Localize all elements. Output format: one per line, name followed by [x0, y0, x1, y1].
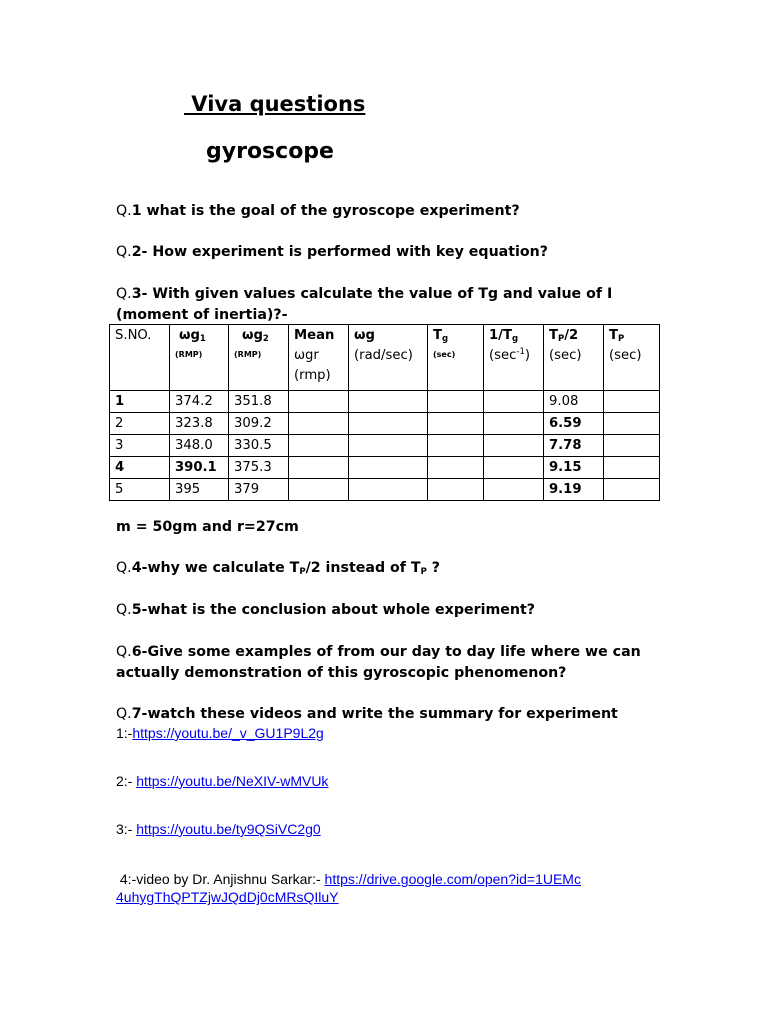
cell-wg2: 351.8 — [229, 391, 289, 413]
video-4-prefix: 4:-video by Dr. Anjishnu Sarkar:- — [116, 871, 325, 887]
question-2-number: Q. — [116, 244, 132, 260]
video-2-link[interactable]: https://youtu.be/NeXIV-wMVUk — [136, 773, 329, 789]
question-2-text: 2- How experiment is performed with key equation? — [131, 244, 548, 260]
cell-wg2: 309.2 — [229, 413, 289, 435]
header-tp-half: $T_P/2$ (sec) — [544, 325, 604, 391]
cell-wg1: 395 — [170, 479, 229, 501]
cell-wg2: 330.5 — [229, 435, 289, 457]
given-values: m = 50gm and r=27cm — [116, 519, 299, 535]
question-7 — [116, 704, 618, 725]
question-2 — [116, 242, 548, 263]
cell-mean — [289, 435, 349, 457]
cell-sno: 2 — [110, 413, 170, 435]
observation-table — [109, 324, 660, 501]
header-wg2: $\omega g_2$ (RMP) — [229, 325, 289, 391]
cell-inverse-tg — [484, 413, 544, 435]
cell-inverse-tg — [484, 435, 544, 457]
table-row — [110, 391, 660, 413]
cell-tp-half: 7.78 — [544, 435, 604, 457]
table-row — [110, 435, 660, 457]
question-3 — [116, 284, 656, 326]
question-6-text: 6-Give some examples of from our day to day life where we can actually demonstration of this gyroscopic phenomenon? — [116, 644, 641, 681]
video-1-link[interactable]: https://youtu.be/_v_GU1P9L2g — [132, 725, 324, 741]
video-3-prefix: 3:- — [116, 821, 137, 837]
cell-wg1: 323.8 — [170, 413, 229, 435]
cell-mean — [289, 479, 349, 501]
cell-tg — [428, 435, 484, 457]
question-4-number: Q. — [116, 560, 132, 576]
cell-tp — [604, 479, 660, 501]
cell-mean — [289, 413, 349, 435]
document-title: Viva questions — [184, 92, 366, 116]
question-3-number: Q. — [116, 286, 132, 302]
question-1-number: Q. — [116, 203, 132, 219]
video-item-3 — [116, 820, 321, 838]
question-7-number: Q. — [116, 706, 132, 722]
cell-tp — [604, 413, 660, 435]
cell-wg1: 390.1 — [170, 457, 229, 479]
cell-wg — [349, 479, 428, 501]
table-row — [110, 413, 660, 435]
question-5-number: Q. — [116, 602, 132, 618]
cell-wg — [349, 457, 428, 479]
header-inverse-tg: $1/T_g$ $(\sec^{-1})$ — [484, 325, 544, 391]
cell-sno: 5 — [110, 479, 170, 501]
cell-sno: 3 — [110, 435, 170, 457]
cell-tp-half: 9.19 — [544, 479, 604, 501]
video-4-link[interactable]: https://drive.google.com/open?id=1UEMc4uhygThQPTZjwJQdDj0cMRsQIluY — [116, 871, 581, 905]
table-header-row — [110, 325, 660, 391]
question-5 — [116, 600, 535, 621]
cell-tg — [428, 391, 484, 413]
cell-tp-half: 9.15 — [544, 457, 604, 479]
table-row — [110, 457, 660, 479]
header-tp: $T_P$ (sec) — [604, 325, 660, 391]
cell-inverse-tg — [484, 391, 544, 413]
header-mean: Mean ωgr (rmp) — [289, 325, 349, 391]
question-1-text: 1 what is the goal of the gyroscope experiment? — [131, 203, 520, 219]
document-subtitle: gyroscope — [206, 139, 334, 164]
cell-tp — [604, 457, 660, 479]
question-4-text: 4-why we calculate $T_P/2$ instead of $T_P$ ? — [131, 560, 440, 577]
video-2-prefix: 2:- — [116, 773, 137, 789]
cell-mean — [289, 391, 349, 413]
cell-wg1: 374.2 — [170, 391, 229, 413]
cell-mean — [289, 457, 349, 479]
video-3-link[interactable]: https://youtu.be/ty9QSiVC2g0 — [136, 821, 321, 837]
cell-wg — [349, 391, 428, 413]
cell-inverse-tg — [484, 457, 544, 479]
question-6-number: Q. — [116, 644, 132, 660]
cell-tg — [428, 479, 484, 501]
question-5-text: 5-what is the conclusion about whole experiment? — [131, 602, 535, 618]
table-row — [110, 479, 660, 501]
cell-tg — [428, 457, 484, 479]
cell-wg2: 379 — [229, 479, 289, 501]
header-sno: S.NO. — [110, 325, 170, 391]
question-1 — [116, 201, 520, 222]
cell-tp — [604, 435, 660, 457]
cell-tp-half: 6.59 — [544, 413, 604, 435]
cell-sno: 4 — [110, 457, 170, 479]
cell-wg2: 375.3 — [229, 457, 289, 479]
cell-tg — [428, 413, 484, 435]
cell-tp — [604, 391, 660, 413]
cell-sno: 1 — [110, 391, 170, 413]
cell-inverse-tg — [484, 479, 544, 501]
video-1-prefix: 1:- — [116, 725, 133, 741]
cell-wg1: 348.0 — [170, 435, 229, 457]
cell-wg — [349, 413, 428, 435]
header-wg: ωg (rad/sec) — [349, 325, 428, 391]
header-tg: $T_g$ (sec) — [428, 325, 484, 391]
video-item-1 — [116, 724, 324, 742]
cell-tp-half: 9.08 — [544, 391, 604, 413]
video-item-4 — [116, 870, 586, 906]
question-6 — [116, 642, 656, 684]
video-item-2 — [116, 772, 328, 790]
cell-wg — [349, 435, 428, 457]
question-3-text: 3- With given values calculate the value of Tg and value of I (moment of inertia)?- — [116, 286, 613, 323]
header-wg1: $\omega g_1$ (RMP) — [170, 325, 229, 391]
question-7-text: 7-watch these videos and write the summary for experiment — [131, 706, 618, 722]
question-4 — [116, 558, 440, 579]
